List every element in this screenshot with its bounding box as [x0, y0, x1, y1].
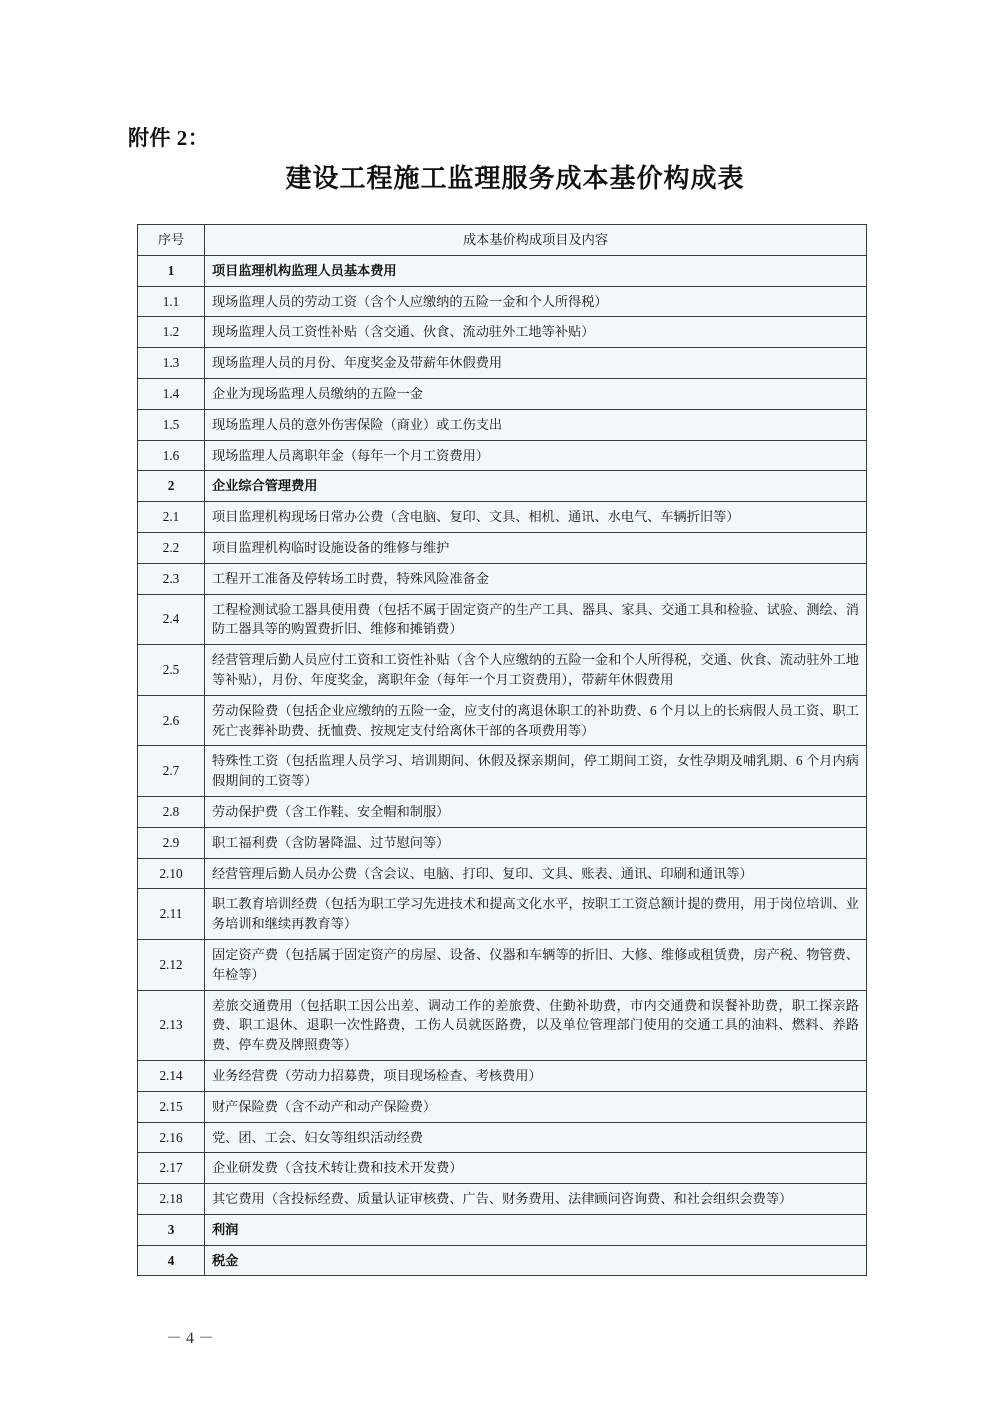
row-content: 现场监理人员的劳动工资（含个人应缴纳的五险一金和个人所得税）	[205, 286, 867, 317]
table-row	[138, 1122, 867, 1153]
row-content: 现场监理人员工资性补贴（含交通、伙食、流动驻外工地等补贴）	[205, 317, 867, 348]
row-index: 2.4	[138, 594, 205, 645]
table-row	[138, 645, 867, 696]
row-content: 项目监理机构现场日常办公费（含电脑、复印、文具、相机、通讯、水电气、车辆折旧等）	[205, 502, 867, 533]
table-row	[138, 1184, 867, 1215]
table-row	[138, 796, 867, 827]
table-row	[138, 471, 867, 502]
row-index: 1.2	[138, 317, 205, 348]
table-row	[138, 1153, 867, 1184]
table-row	[138, 317, 867, 348]
row-content: 企业综合管理费用	[205, 471, 867, 502]
row-content: 企业研发费（含技术转让费和技术开发费）	[205, 1153, 867, 1184]
row-content: 固定资产费（包括属于固定资产的房屋、设备、仪器和车辆等的折旧、大修、维修或租赁费，房产税、物管费、年检等）	[205, 939, 867, 990]
page-title: 建设工程施工监理服务成本基价构成表	[285, 164, 745, 193]
table-row	[138, 1060, 867, 1091]
row-index: 2.2	[138, 532, 205, 563]
row-index: 2.9	[138, 827, 205, 858]
row-content: 职工教育培训经费（包括为职工学习先进技术和提高文化水平，按职工工资总额计提的费用，用于岗位培训、业务培训和继续再教育等）	[205, 889, 867, 940]
row-content: 经营管理后勤人员应付工资和工资性补贴（含个人应缴纳的五险一金和个人所得税，交通、伙食、流动驻外工地等补贴），月份、年度奖金，离职年金（每年一个月工资费用），带薪年休假费用	[205, 645, 867, 696]
table-row	[138, 563, 867, 594]
table-row	[138, 990, 867, 1060]
row-index: 2.12	[138, 939, 205, 990]
row-content: 业务经营费（劳动力招募费，项目现场检查、考核费用）	[205, 1060, 867, 1091]
row-content: 企业为现场监理人员缴纳的五险一金	[205, 378, 867, 409]
table-row	[138, 889, 867, 940]
row-content: 经营管理后勤人员办公费（含会议、电脑、打印、复印、文具、账表、通讯、印刷和通讯等）	[205, 858, 867, 889]
row-index: 4	[138, 1245, 205, 1276]
table-row	[138, 532, 867, 563]
table-row	[138, 440, 867, 471]
row-index: 2.1	[138, 502, 205, 533]
page-number: － 4 －	[165, 1330, 214, 1347]
row-index: 1.5	[138, 409, 205, 440]
table-row	[138, 502, 867, 533]
table-row	[138, 939, 867, 990]
row-index: 2.7	[138, 746, 205, 797]
row-content: 劳动保护费（含工作鞋、安全帽和制服）	[205, 796, 867, 827]
table-header-row	[138, 225, 867, 256]
row-content: 职工福利费（含防暑降温、过节慰问等）	[205, 827, 867, 858]
table-row	[138, 594, 867, 645]
table-row	[138, 746, 867, 797]
column-header-index: 序号	[138, 225, 205, 256]
row-content: 财产保险费（含不动产和动产保险费）	[205, 1091, 867, 1122]
row-index: 2.18	[138, 1184, 205, 1215]
row-content: 工程检测试验工器具使用费（包括不属于固定资产的生产工具、器具、家具、交通工具和检验、试验、测绘、消防工器具等的购置费折旧、维修和摊销费）	[205, 594, 867, 645]
row-content: 现场监理人员的月份、年度奖金及带薪年休假费用	[205, 348, 867, 379]
row-index: 3	[138, 1214, 205, 1245]
row-index: 1	[138, 255, 205, 286]
row-content: 利润	[205, 1214, 867, 1245]
row-index: 1.1	[138, 286, 205, 317]
row-content: 差旅交通费用（包括职工因公出差、调动工作的差旅费、住勤补助费，市内交通费和误餐补助费，职工探亲路费、职工退休、退职一次性路费，工伤人员就医路费，以及单位管理部门使用的交通工具的油料、燃料、养路费、停车费及牌照费等）	[205, 990, 867, 1060]
row-index: 1.4	[138, 378, 205, 409]
row-index: 2	[138, 471, 205, 502]
row-content: 项目监理机构监理人员基本费用	[205, 255, 867, 286]
row-index: 2.6	[138, 695, 205, 746]
cost-composition-table	[137, 224, 867, 1276]
table-row	[138, 695, 867, 746]
table-row	[138, 255, 867, 286]
row-index: 1.3	[138, 348, 205, 379]
table-row	[138, 409, 867, 440]
table-row	[138, 378, 867, 409]
row-index: 2.5	[138, 645, 205, 696]
row-index: 2.3	[138, 563, 205, 594]
row-content: 特殊性工资（包括监理人员学习、培训期间、休假及探亲期间，停工期间工资，女性孕期及哺乳期、6 个月内病假期间的工资等）	[205, 746, 867, 797]
row-index: 2.15	[138, 1091, 205, 1122]
table-row	[138, 286, 867, 317]
row-content: 现场监理人员离职年金（每年一个月工资费用）	[205, 440, 867, 471]
table-row	[138, 858, 867, 889]
table-row	[138, 1245, 867, 1276]
row-index: 2.14	[138, 1060, 205, 1091]
table-row	[138, 348, 867, 379]
row-index: 2.8	[138, 796, 205, 827]
table-row	[138, 827, 867, 858]
row-content: 工程开工准备及停转场工时费，特殊风险准备金	[205, 563, 867, 594]
row-content: 党、团、工会、妇女等组织活动经费	[205, 1122, 867, 1153]
row-index: 2.10	[138, 858, 205, 889]
row-content: 其它费用（含投标经费、质量认证审核费、广告、财务费用、法律顾问咨询费、和社会组织会费等）	[205, 1184, 867, 1215]
row-index: 2.11	[138, 889, 205, 940]
row-index: 2.13	[138, 990, 205, 1060]
row-content: 现场监理人员的意外伤害保险（商业）或工伤支出	[205, 409, 867, 440]
attachment-label: 附件 2：	[128, 126, 210, 150]
row-index: 2.16	[138, 1122, 205, 1153]
cost-table-container	[137, 224, 867, 1276]
row-index: 1.6	[138, 440, 205, 471]
column-header-content: 成本基价构成项目及内容	[205, 225, 867, 256]
row-content: 税金	[205, 1245, 867, 1276]
table-row	[138, 1214, 867, 1245]
row-content: 劳动保险费（包括企业应缴纳的五险一金，应支付的离退休职工的补助费、6 个月以上的长病假人员工资、职工死亡丧葬补助费、抚恤费、按规定支付给离休干部的各项费用等）	[205, 695, 867, 746]
row-index: 2.17	[138, 1153, 205, 1184]
table-row	[138, 1091, 867, 1122]
row-content: 项目监理机构临时设施设备的维修与维护	[205, 532, 867, 563]
